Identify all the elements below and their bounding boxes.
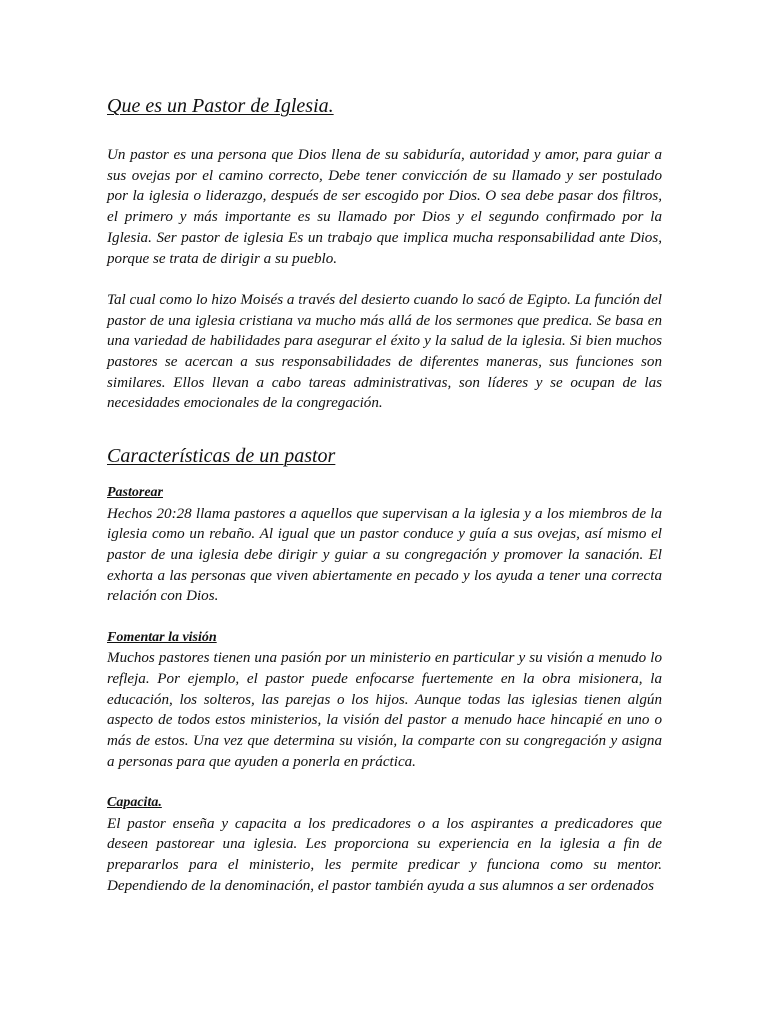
subsection-fomentar-vision [107, 628, 662, 773]
section-heading: Características de un pastor [107, 445, 336, 468]
subsection-text: Hechos 20:28 llama pastores a aquellos que supervisan a la iglesia y a los miembros de la iglesia como un rebaño. Al igual que un pastor conduce y guía a sus ovejas, así mismo el pastor de una iglesia debe dirigir y guiar a su congregación y promover la sanación. El exhorta a las personas que viven abiertamente en pecado y los ayuda a tener una correcta relación con Dios. [107, 505, 662, 605]
subsection-pastorear [107, 483, 662, 607]
subsection-heading: Fomentar la visión [107, 629, 217, 645]
subsection-text: Muchos pastores tienen una pasión por un ministerio en particular y su visión a menudo lo refleja. Por ejemplo, el pastor puede enfocarse fuertemente en la obra misionera, la educación, los solteros, las parejas o los hijos. Aunque todas las iglesias tienen algún aspecto de todos estos ministerios, la visión del pastor a menudo hace hincapié en uno o más de estos. Una vez que determina su visión, la comparte con su congregación y asigna a personas para que ayuden a ponerla en práctica. [107, 650, 662, 770]
subsection-text: El pastor enseña y capacita a los predicadores o a los aspirantes a predicadores que deseen pastorear una iglesia. Les proporciona su experiencia en la iglesia a fin de prepararlos para el ministerio, les permite predicar y funciona como su mentor. Dependiendo de la denominación, el pastor también ayuda a sus alumnos a ser ordenados [107, 815, 662, 894]
subsection-heading: Pastorear [107, 485, 163, 501]
document-page [107, 93, 662, 897]
subsection-capacita [107, 793, 662, 896]
intro-paragraph: Tal cual como lo hizo Moisés a través del desierto cuando lo sacó de Egipto. La función del pastor de una iglesia cristiana va mucho más allá de los sermones que predica. Se basa en una variedad de habilidades para asegurar el éxito y la salud de la iglesia. Si bien muchos pastores se acercan a sus responsabilidades de diferentes maneras, sus funciones son similares. Ellos llevan a cabo tareas administrativas, son líderes y se ocupan de las necesidades emocionales de la congregación. [107, 291, 662, 412]
intro-paragraph: Un pastor es una persona que Dios llena de su sabiduría, autoridad y amor, para guiar a sus ovejas por el camino correcto, Debe tener convicción de su llamado y ser postulado por la iglesia o liderazgo, después de ser escogido por Dios. O sea debe pasar dos filtros, el primero y más importante es su llamado por Dios y el segundo confirmado por la Iglesia. Ser pastor de iglesia Es un trabajo que implica mucha responsabilidad ante Dios, porque se trata de dirigir a su pueblo. [107, 147, 662, 267]
subsection-heading: Capacita. [107, 795, 162, 811]
page-title: Que es un Pastor de Iglesia. [107, 95, 334, 117]
